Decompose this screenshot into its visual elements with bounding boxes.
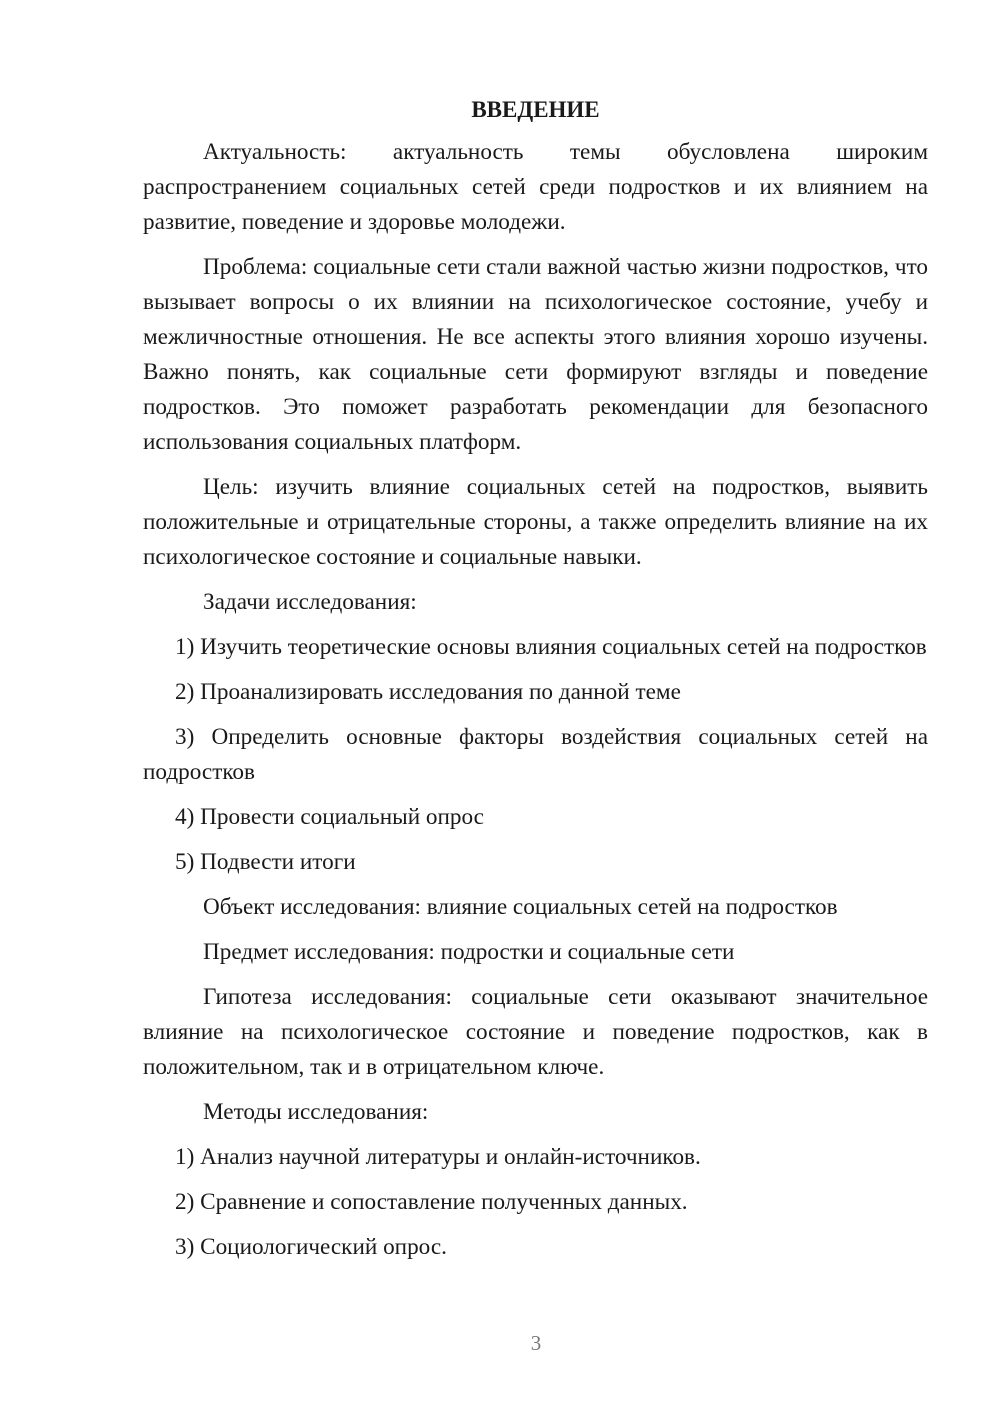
- methods-heading: Методы исследования:: [203, 1099, 429, 1125]
- subject-paragraph: Предмет исследования: подростки и социальные сети: [203, 939, 735, 965]
- goal-paragraph: Цель: изучить влияние социальных сетей на подростков, выявить положительные и отрицательные стороны, а также определить влияние на их психологическое состояние и социальные навыки.: [143, 474, 928, 570]
- method-item: 2) Сравнение и сопоставление полученных данных.: [175, 1189, 688, 1215]
- task-item: 4) Провести социальный опрос: [175, 804, 484, 830]
- task-item: 1) Изучить теоретические основы влияния социальных сетей на подростков: [175, 634, 927, 660]
- relevance-paragraph: Актуальность: актуальность темы обусловлена широким распространением социальных сетей среди подростков и их влиянием на развитие, поведение и здоровье молодежи.: [143, 139, 928, 235]
- page-number: 3: [530, 1331, 542, 1355]
- task-item: 5) Подвести итоги: [175, 849, 356, 875]
- tasks-heading: Задачи исследования:: [203, 589, 417, 615]
- method-item: 1) Анализ научной литературы и онлайн-источников.: [175, 1144, 701, 1170]
- document-page: [143, 92, 928, 1275]
- problem-paragraph: Проблема: социальные сети стали важной частью жизни подростков, что вызывает вопросы о их влиянии на психологическое состояние, учебу и межличностные отношения. Не все аспекты этого влияния хорошо изучены. Важно понять, как социальные сети формируют взгляды и поведение подростков. Это поможет разработать рекомендации для безопасного использования социальных платформ.: [143, 254, 928, 455]
- task-item: 2) Проанализировать исследования по данной теме: [175, 679, 681, 705]
- method-item: 3) Социологический опрос.: [175, 1234, 447, 1260]
- object-paragraph: Объект исследования: влияние социальных сетей на подростков: [203, 894, 838, 920]
- document-title: ВВЕДЕНИЕ: [471, 97, 600, 122]
- task-item: 3) Определить основные факторы воздействия социальных сетей на подростков: [143, 724, 928, 785]
- hypothesis-paragraph: Гипотеза исследования: социальные сети оказывают значительное влияние на психологическое состояние и поведение подростков, как в положительном, так и в отрицательном ключе.: [143, 984, 928, 1080]
